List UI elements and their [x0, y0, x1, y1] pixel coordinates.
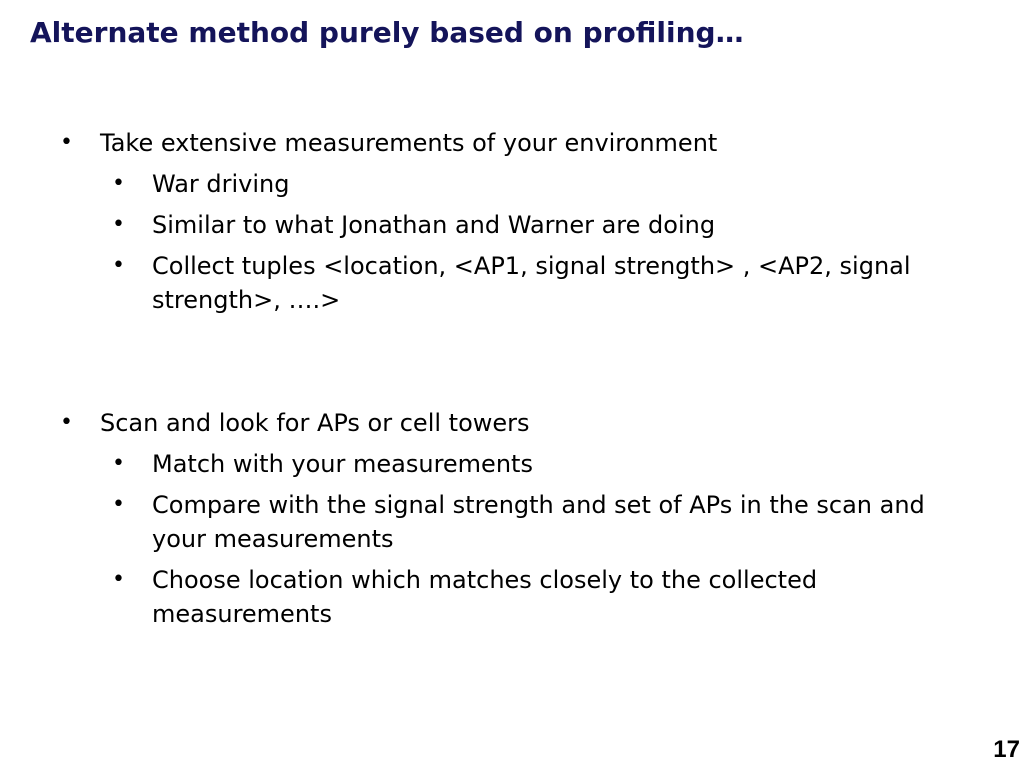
bullet-text: Scan and look for APs or cell towers: [100, 409, 530, 437]
slide-title: Alternate method purely based on profiling…: [30, 16, 744, 49]
sub-bullet-text: Similar to what Jonathan and Warner are doing: [152, 211, 716, 239]
bullet-marker: •: [112, 212, 125, 237]
sub-bullet-text: Collect tuples <location, <AP1, signal strength> , <AP2, signal strength>, ….>: [152, 252, 911, 314]
bullet-marker: •: [112, 171, 125, 196]
sub-bullet-text: Choose location which matches closely to the collected measurements: [152, 566, 818, 628]
bullet-marker: •: [112, 253, 125, 278]
bullet-marker: •: [112, 451, 125, 476]
page-number: 17: [993, 736, 1020, 763]
bullet-text: Take extensive measurements of your environment: [100, 129, 718, 157]
sub-bullet-text: Compare with the signal strength and set of APs in the scan and your measurements: [152, 491, 925, 553]
bullet-marker: •: [60, 410, 73, 435]
bullet-marker: •: [112, 567, 125, 592]
bullet-marker: •: [112, 492, 125, 517]
sub-bullet-text: Match with your measurements: [152, 450, 533, 478]
sub-bullet-text: War driving: [152, 170, 290, 198]
bullet-marker: •: [60, 130, 73, 155]
